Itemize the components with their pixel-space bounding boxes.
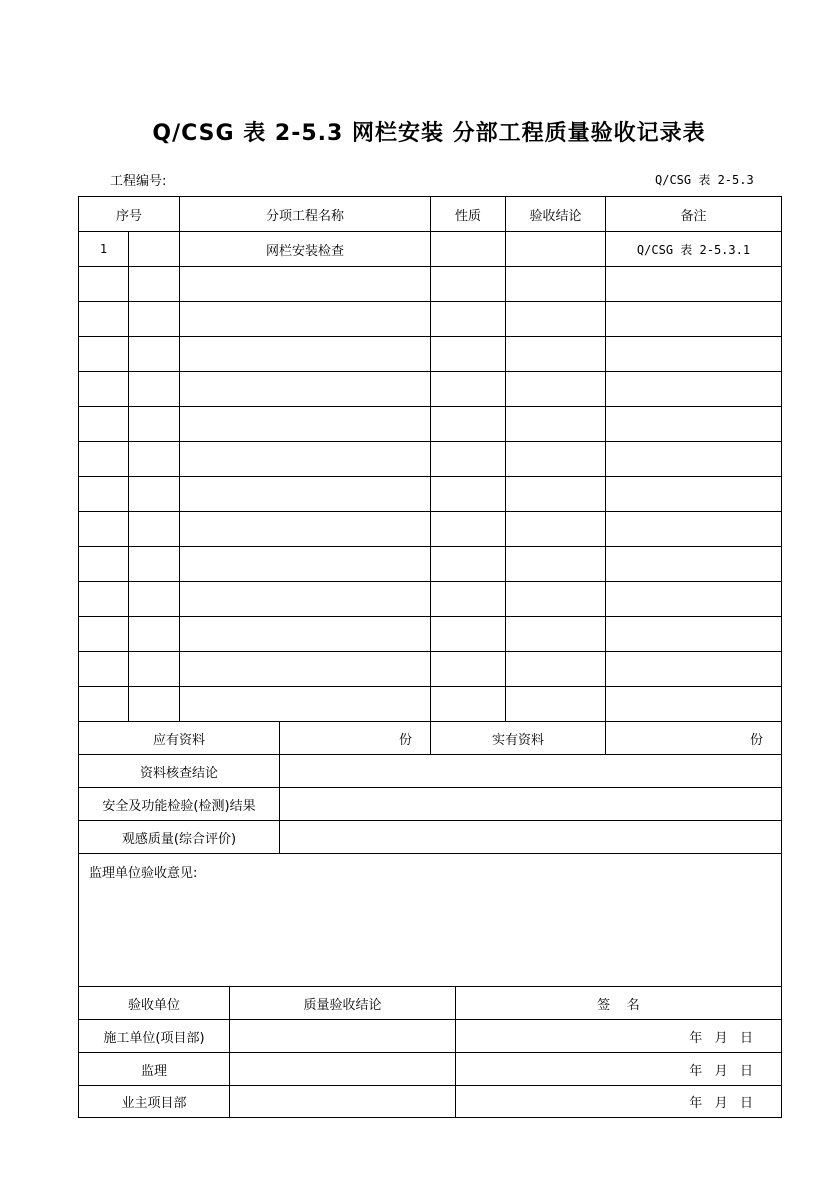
sign-date-field[interactable]: 年 月 日 (455, 1052, 782, 1086)
row-nature-empty[interactable] (430, 441, 506, 477)
unit-label: 份 (749, 732, 763, 748)
row-name: 网栏安装检查 (179, 231, 431, 267)
sign-quality-field[interactable] (229, 1052, 456, 1086)
doc-check-field[interactable] (279, 754, 782, 788)
row-remark-empty[interactable] (605, 301, 782, 337)
row-remark-empty[interactable] (605, 336, 782, 372)
safety-check-field[interactable] (279, 787, 782, 821)
row-subseq-empty[interactable] (128, 336, 180, 372)
row-subseq-empty[interactable] (128, 651, 180, 687)
row-nature-empty[interactable] (430, 336, 506, 372)
row-name-empty[interactable] (179, 616, 431, 652)
row-seq-empty[interactable] (78, 441, 129, 477)
row-nature[interactable] (430, 231, 506, 267)
supervisor-opinion-box[interactable] (78, 853, 782, 987)
row-subseq-empty[interactable] (128, 511, 180, 547)
row-seq: 1 (78, 231, 129, 267)
row-nature-empty[interactable] (430, 266, 506, 302)
row-subseq-empty[interactable] (128, 616, 180, 652)
row-conclusion-empty[interactable] (505, 371, 606, 407)
row-name-empty[interactable] (179, 476, 431, 512)
row-conclusion-empty[interactable] (505, 546, 606, 582)
row-remark-empty[interactable] (605, 581, 782, 617)
row-subseq-empty[interactable] (128, 371, 180, 407)
row-remark-empty[interactable] (605, 476, 782, 512)
row-name-empty[interactable] (179, 301, 431, 337)
row-seq-empty[interactable] (78, 581, 129, 617)
sign-date-field[interactable]: 年 月 日 (455, 1019, 782, 1053)
row-nature-empty[interactable] (430, 616, 506, 652)
header-nature: 性质 (430, 196, 506, 232)
unit-label: 份 (398, 732, 412, 748)
row-name-empty[interactable] (179, 336, 431, 372)
row-conclusion-empty[interactable] (505, 406, 606, 442)
row-name-empty[interactable] (179, 371, 431, 407)
row-name-empty[interactable] (179, 581, 431, 617)
required-docs-label: 应有资料 (78, 721, 280, 755)
row-seq-empty[interactable] (78, 406, 129, 442)
row-seq-empty[interactable] (78, 651, 129, 687)
header-seq: 序号 (78, 196, 180, 232)
row-conclusion-empty[interactable] (505, 686, 606, 722)
row-name-empty[interactable] (179, 406, 431, 442)
sign-unit-supervisor: 监理 (78, 1052, 230, 1086)
row-nature-empty[interactable] (430, 476, 506, 512)
row-name-empty[interactable] (179, 651, 431, 687)
row-name-empty[interactable] (179, 546, 431, 582)
row-remark-empty[interactable] (605, 546, 782, 582)
row-conclusion[interactable] (505, 231, 606, 267)
page-title: Q/CSG 表 2-5.3 网栏安装 分部工程质量验收记录表 (152, 121, 706, 146)
appearance-field[interactable] (279, 820, 782, 854)
row-conclusion-empty[interactable] (505, 441, 606, 477)
header-name: 分项工程名称 (179, 196, 431, 232)
row-subseq-empty[interactable] (128, 301, 180, 337)
row-nature-empty[interactable] (430, 546, 506, 582)
row-conclusion-empty[interactable] (505, 476, 606, 512)
actual-docs-label: 实有资料 (430, 721, 606, 755)
sign-signature-header: 签 名 (455, 986, 782, 1020)
row-seq-empty[interactable] (78, 301, 129, 337)
row-conclusion-empty[interactable] (505, 651, 606, 687)
row-seq-empty[interactable] (78, 266, 129, 302)
row-nature-empty[interactable] (430, 511, 506, 547)
row-subseq-empty[interactable] (128, 406, 180, 442)
header-conclusion: 验收结论 (505, 196, 606, 232)
row-subseq-empty[interactable] (128, 476, 180, 512)
row-nature-empty[interactable] (430, 651, 506, 687)
row-conclusion-empty[interactable] (505, 616, 606, 652)
required-docs-field[interactable] (279, 721, 431, 755)
row-subseq-empty[interactable] (128, 686, 180, 722)
row-seq-empty[interactable] (78, 546, 129, 582)
row-nature-empty[interactable] (430, 406, 506, 442)
row-name-empty[interactable] (179, 686, 431, 722)
row-subseq-empty[interactable] (128, 546, 180, 582)
row-subseq-empty[interactable] (128, 581, 180, 617)
row-remark-empty[interactable] (605, 511, 782, 547)
row-remark-empty[interactable] (605, 686, 782, 722)
sign-unit-header: 验收单位 (78, 986, 230, 1020)
row-nature-empty[interactable] (430, 686, 506, 722)
row-conclusion-empty[interactable] (505, 266, 606, 302)
sign-date-field[interactable]: 年 月 日 (455, 1085, 782, 1118)
row-remark-empty[interactable] (605, 371, 782, 407)
row-subseq-empty[interactable] (128, 266, 180, 302)
appearance-label: 观感质量(综合评价) (78, 820, 280, 854)
row-nature-empty[interactable] (430, 301, 506, 337)
row-conclusion-empty[interactable] (505, 301, 606, 337)
row-conclusion-empty[interactable] (505, 336, 606, 372)
form-code: Q/CSG 表 2-5.3 (655, 173, 754, 187)
row-seq-empty[interactable] (78, 476, 129, 512)
row-nature-empty[interactable] (430, 371, 506, 407)
sign-unit-construction: 施工单位(项目部) (78, 1019, 230, 1053)
row-seq-empty[interactable] (78, 686, 129, 722)
row-seq-empty[interactable] (78, 511, 129, 547)
row-seq-empty[interactable] (78, 616, 129, 652)
row-remark-empty[interactable] (605, 651, 782, 687)
row-name-empty[interactable] (179, 441, 431, 477)
row-seq-empty[interactable] (78, 371, 129, 407)
actual-docs-field[interactable] (605, 721, 782, 755)
row-subseq[interactable] (128, 231, 180, 267)
row-subseq-empty[interactable] (128, 441, 180, 477)
header-remark: 备注 (605, 196, 782, 232)
row-conclusion-empty[interactable] (505, 581, 606, 617)
doc-check-label: 资料核查结论 (78, 754, 280, 788)
row-conclusion-empty[interactable] (505, 511, 606, 547)
row-remark-empty[interactable] (605, 441, 782, 477)
row-remark-empty[interactable] (605, 266, 782, 302)
supervisor-opinion-label: 监理单位验收意见: (89, 866, 198, 881)
sign-quality-field[interactable] (229, 1085, 456, 1118)
safety-check-label: 安全及功能检验(检测)结果 (78, 787, 280, 821)
row-nature-empty[interactable] (430, 581, 506, 617)
row-name-empty[interactable] (179, 266, 431, 302)
row-name-empty[interactable] (179, 511, 431, 547)
sign-quality-field[interactable] (229, 1019, 456, 1053)
row-seq-empty[interactable] (78, 336, 129, 372)
project-no-label: 工程编号: (110, 174, 167, 189)
row-remark-empty[interactable] (605, 616, 782, 652)
row-remark: Q/CSG 表 2-5.3.1 (605, 231, 782, 267)
sign-unit-owner: 业主项目部 (78, 1085, 230, 1118)
row-remark-empty[interactable] (605, 406, 782, 442)
sign-quality-header: 质量验收结论 (229, 986, 456, 1020)
